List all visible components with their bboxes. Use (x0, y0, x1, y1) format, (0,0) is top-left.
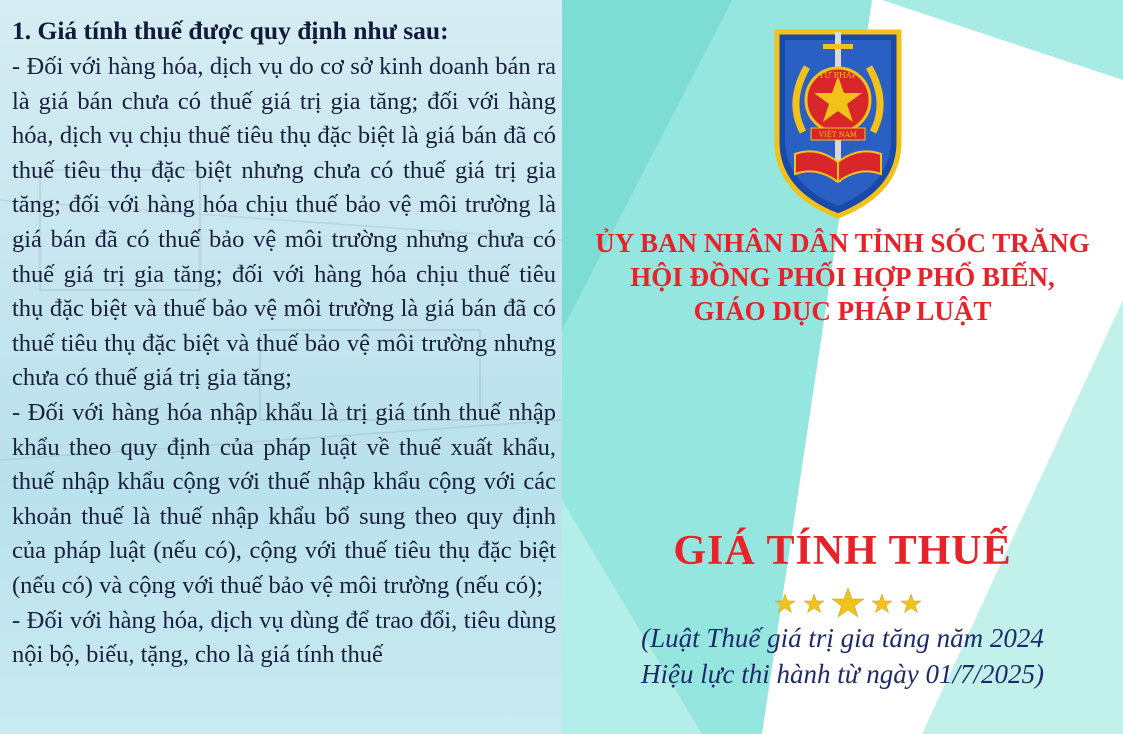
organization-name (562, 226, 1123, 328)
right-cover-panel (562, 0, 1123, 734)
main-title: GIÁ TÍNH THUẾ (673, 528, 1012, 574)
paragraph-exchanged-goods: - Đối với hàng hóa, dịch vụ dùng để trao đổi, tiêu dùng nội bộ, biếu, tặng, cho là giá tính thuế (12, 606, 556, 669)
section-heading: 1. Giá tính thuế được quy định như sau: (12, 16, 449, 45)
subtitle-line-2: Hiệu lực thi hành từ ngày 01/7/2025) (641, 659, 1044, 689)
subtitle-line-1: (Luật Thuế giá trị gia tăng năm 2024 (641, 623, 1044, 653)
org-line-1: ỦY BAN NHÂN DÂN TỈNH SÓC TRĂNG (595, 228, 1090, 258)
tu-phap-emblem-icon (767, 22, 909, 220)
paragraph-selling-goods: - Đối với hàng hóa, dịch vụ do cơ sở kinh doanh bán ra là giá bán chưa có thuế giá trị gia tăng; đối với hàng hóa, dịch vụ chịu thuế tiêu thụ đặc biệt là giá bán đã có thuế tiêu thụ đặc biệt nhưng chưa có thuế giá trị gia tăng; đối với hàng hóa chịu thuế bảo vệ môi trường là giá bán đã có thuế bảo vệ môi trường nhưng chưa có thuế giá trị gia tăng; đối với hàng hóa chịu thuế tiêu thụ đặc biệt và thuế bảo vệ môi trường là giá bán đã có thuế tiêu thụ đặc biệt và thuế bảo vệ môi trường nhưng chưa có thuế giá trị gia tăng; (12, 53, 556, 392)
emblem-bottom-text: VIỆT NAM (818, 131, 858, 139)
emblem-top-text: TƯ PHÁP (818, 71, 858, 80)
paragraph-imported-goods: - Đối với hàng hóa nhập khẩu là trị giá tính thuế nhập khẩu theo quy định của pháp luật về thuế xuất khẩu, thuế nhập khẩu cộng với thuế nhập khẩu cộng với các khoản thuế là thuế nhập khẩu bổ sung theo quy định của pháp luật (nếu có), cộng với thuế tiêu thụ đặc biệt (nếu có) và cộng với thuế bảo vệ môi trường (nếu có); (12, 398, 556, 599)
law-subtitle (562, 620, 1123, 692)
org-line-3: GIÁO DỤC PHÁP LUẬT (693, 296, 992, 326)
left-text-content (8, 14, 556, 673)
org-line-2: HỘI ĐỒNG PHỐI HỢP PHỔ BIẾN, (630, 262, 1055, 292)
stars-decoration-icon (773, 585, 923, 621)
